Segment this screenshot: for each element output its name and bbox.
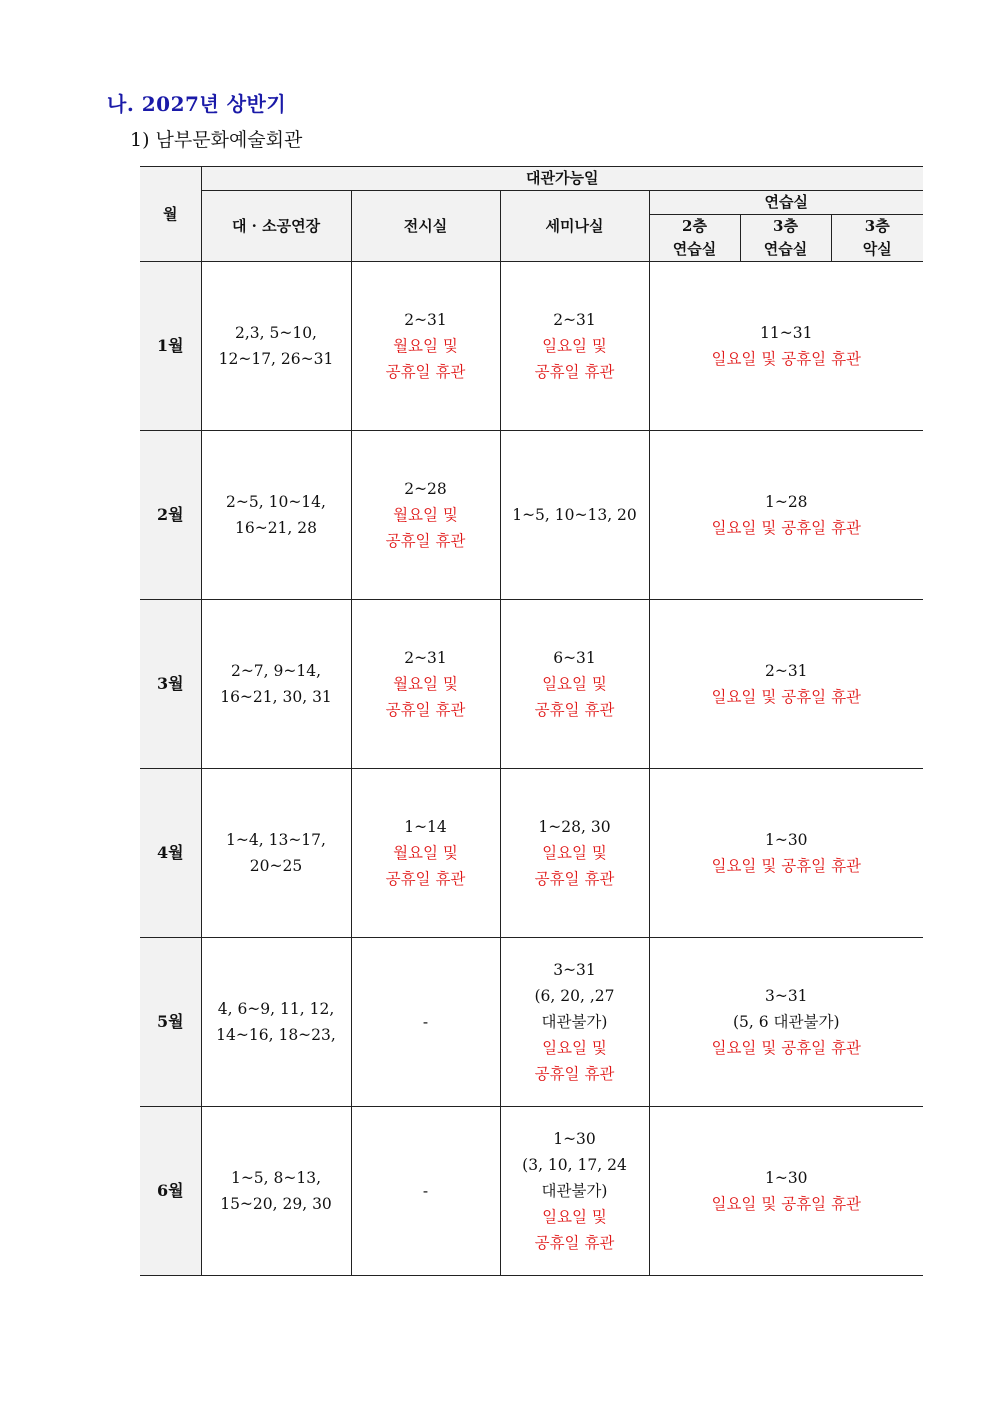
header-practice-2f — [649, 215, 740, 262]
seminar-closure-note: 일요일 및 — [542, 844, 607, 862]
header-exhibition: 전시실 — [351, 191, 500, 262]
seminar-closure-note: 공휴일 휴관 — [534, 1065, 615, 1083]
seminar-closure-note: 공휴일 휴관 — [534, 1234, 615, 1252]
practice-cell — [649, 938, 923, 1107]
practice-dates: 1~30 — [764, 1169, 808, 1187]
seminar-closure-note: 공휴일 휴관 — [534, 363, 615, 381]
header-practice-2f-line1: 2층 — [682, 217, 707, 235]
exhibition-dates: 2~31 — [404, 311, 447, 329]
practice-dates: 11~31 — [760, 324, 813, 342]
exhibition-closure-note: 공휴일 휴관 — [385, 870, 466, 888]
seminar-closure-note: 일요일 및 — [542, 675, 607, 693]
seminar-closure-note: 일요일 및 — [542, 1039, 607, 1057]
exhibition-dates: 2~28 — [404, 480, 447, 498]
seminar-closure-note: 공휴일 휴관 — [534, 701, 615, 719]
seminar-cell — [500, 938, 649, 1107]
exhibition-cell — [351, 262, 500, 431]
hall-cell — [201, 1107, 351, 1276]
seminar-cell — [500, 769, 649, 938]
hall-cell — [201, 262, 351, 431]
practice-closure-note: 일요일 및 공휴일 휴관 — [711, 688, 862, 706]
month-cell: 2월 — [140, 431, 201, 600]
seminar-dates: 대관불가) — [541, 1182, 608, 1200]
header-practice-3f-line2: 연습실 — [763, 240, 808, 258]
hall-dates: 16~21, 28 — [234, 519, 317, 537]
month-cell: 4월 — [140, 769, 201, 938]
hall-dates: 2~7, 9~14, — [230, 662, 322, 680]
header-music-3f — [831, 215, 923, 262]
table-row — [140, 1107, 923, 1276]
practice-cell — [649, 600, 923, 769]
table-row — [140, 431, 923, 600]
practice-cell — [649, 262, 923, 431]
exhibition-closure-note: 공휴일 휴관 — [385, 701, 466, 719]
exhibition-dates: - — [422, 1182, 429, 1200]
hall-dates: 1~5, 8~13, — [230, 1169, 322, 1187]
header-month: 월 — [140, 167, 201, 262]
exhibition-dates: - — [422, 1013, 429, 1031]
seminar-dates: (6, 20, ,27 — [534, 987, 615, 1005]
practice-dates: 2~31 — [764, 662, 808, 680]
practice-cell — [649, 431, 923, 600]
practice-dates: 3~31 — [764, 987, 808, 1005]
seminar-cell — [500, 600, 649, 769]
header-available: 대관가능일 — [201, 167, 923, 191]
practice-dates: 1~30 — [764, 831, 808, 849]
table-row — [140, 600, 923, 769]
seminar-closure-note: 일요일 및 — [542, 337, 607, 355]
section-title: 나. 2027년 상반기 — [107, 92, 287, 116]
seminar-cell — [500, 1107, 649, 1276]
header-music-3f-line1: 3층 — [864, 217, 890, 235]
practice-closure-note: 일요일 및 공휴일 휴관 — [711, 350, 862, 368]
hall-dates: 4, 6~9, 11, 12, — [217, 1000, 335, 1018]
practice-closure-note: 일요일 및 공휴일 휴관 — [711, 1039, 862, 1057]
exhibition-closure-note: 월요일 및 — [393, 844, 458, 862]
practice-dates: 1~28 — [764, 493, 808, 511]
exhibition-cell — [351, 938, 500, 1107]
header-seminar: 세미나실 — [500, 191, 649, 262]
seminar-dates: 1~30 — [553, 1130, 596, 1148]
seminar-cell — [500, 431, 649, 600]
hall-dates: 20~25 — [249, 857, 303, 875]
practice-closure-note: 일요일 및 공휴일 휴관 — [711, 1195, 862, 1213]
month-cell: 6월 — [140, 1107, 201, 1276]
hall-cell — [201, 938, 351, 1107]
month-cell: 3월 — [140, 600, 201, 769]
hall-dates: 14~16, 18~23, — [216, 1026, 336, 1044]
exhibition-closure-note: 월요일 및 — [393, 506, 458, 524]
hall-dates: 2,3, 5~10, — [234, 324, 317, 342]
practice-cell — [649, 769, 923, 938]
exhibition-cell — [351, 600, 500, 769]
header-practice-2f-line2: 연습실 — [672, 240, 717, 258]
header-hall: 대 · 소공연장 — [201, 191, 351, 262]
exhibition-dates: 2~31 — [404, 649, 447, 667]
header-practice-3f — [740, 215, 831, 262]
header-practice: 연습실 — [649, 191, 923, 215]
month-cell: 5월 — [140, 938, 201, 1107]
hall-dates: 12~17, 26~31 — [218, 350, 334, 368]
exhibition-closure-note: 월요일 및 — [393, 337, 458, 355]
hall-dates: 1~4, 13~17, — [226, 831, 326, 849]
seminar-dates: 1~28, 30 — [538, 818, 611, 836]
hall-cell — [201, 431, 351, 600]
table-body — [140, 262, 923, 1276]
rental-schedule-table — [140, 166, 923, 1276]
seminar-dates: 대관불가) — [541, 1013, 608, 1031]
hall-cell — [201, 600, 351, 769]
seminar-closure-note: 일요일 및 — [542, 1208, 607, 1226]
exhibition-cell — [351, 1107, 500, 1276]
exhibition-closure-note: 공휴일 휴관 — [385, 363, 466, 381]
table-row — [140, 938, 923, 1107]
seminar-dates: 2~31 — [553, 311, 596, 329]
seminar-dates: 3~31 — [553, 961, 596, 979]
seminar-cell — [500, 262, 649, 431]
table-row — [140, 769, 923, 938]
practice-closure-note: 일요일 및 공휴일 휴관 — [711, 857, 862, 875]
month-cell: 1월 — [140, 262, 201, 431]
hall-cell — [201, 769, 351, 938]
table-row — [140, 262, 923, 431]
seminar-dates: 1~5, 10~13, 20 — [512, 506, 637, 524]
hall-dates: 15~20, 29, 30 — [220, 1195, 332, 1213]
exhibition-dates: 1~14 — [404, 818, 447, 836]
hall-dates: 2~5, 10~14, — [226, 493, 326, 511]
seminar-dates: 6~31 — [553, 649, 596, 667]
practice-closure-note: 일요일 및 공휴일 휴관 — [711, 519, 862, 537]
header-music-3f-line2: 악실 — [862, 240, 892, 258]
practice-dates: (5, 6 대관불가) — [733, 1013, 840, 1031]
exhibition-closure-note: 월요일 및 — [393, 675, 458, 693]
exhibition-cell — [351, 769, 500, 938]
seminar-dates: (3, 10, 17, 24 — [522, 1156, 627, 1174]
exhibition-cell — [351, 431, 500, 600]
seminar-closure-note: 공휴일 휴관 — [534, 870, 615, 888]
exhibition-closure-note: 공휴일 휴관 — [385, 532, 466, 550]
hall-dates: 16~21, 30, 31 — [220, 688, 332, 706]
header-practice-3f-line1: 3층 — [773, 217, 798, 235]
sub-title: 1) 남부문화예술회관 — [130, 129, 303, 151]
practice-cell — [649, 1107, 923, 1276]
